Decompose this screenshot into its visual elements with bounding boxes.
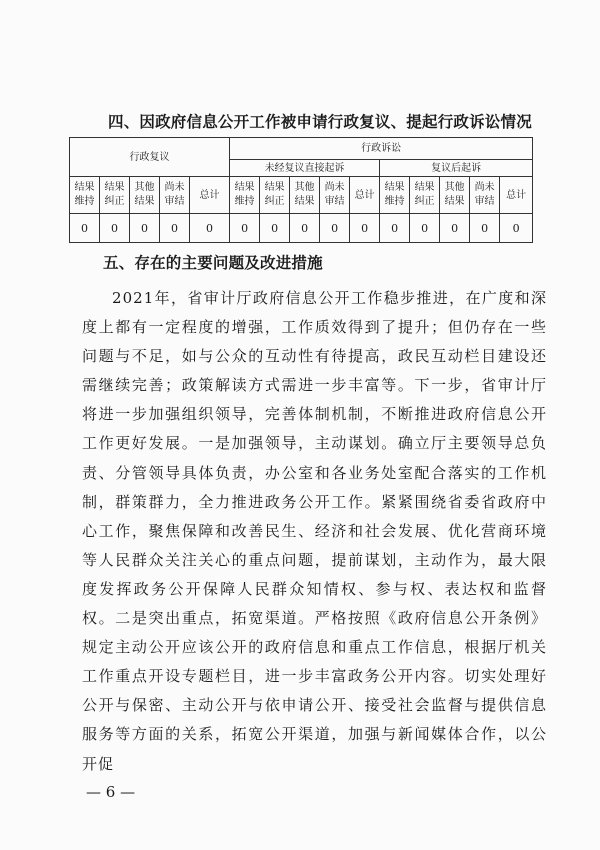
page-number: — 6 — xyxy=(86,783,136,801)
table-cell: 0 xyxy=(290,214,320,243)
table-cell: 0 xyxy=(190,214,230,243)
col-upheld: 结果维持 xyxy=(234,182,255,207)
col-other: 其他结果 xyxy=(134,182,155,207)
table-cell: 0 xyxy=(160,214,190,243)
table-cell: 0 xyxy=(100,214,130,243)
header-administrative-litigation: 行政诉讼 xyxy=(230,138,533,160)
header-lawsuit-after-review: 复议后起诉 xyxy=(380,160,533,177)
col-total: 总计 xyxy=(500,177,533,214)
table-cell: 0 xyxy=(350,214,380,243)
table-cell: 0 xyxy=(410,214,440,243)
table-cell: 0 xyxy=(470,214,500,243)
table-cell: 0 xyxy=(380,214,410,243)
section-4-heading: 四、因政府信息公开工作被申请行政复议、提起行政诉讼情况 xyxy=(108,112,532,131)
table-cell: 0 xyxy=(70,214,100,243)
col-total: 总计 xyxy=(350,177,380,214)
col-corrected: 结果纠正 xyxy=(104,182,125,207)
col-total: 总计 xyxy=(190,177,230,214)
table-cell: 0 xyxy=(260,214,290,243)
section-5-body: 2021年，省审计厅政府信息公开工作稳步推进，在广度和深度上都有一定程度的增强，工作质效得到了提升；但仍存在一些问题与不足，如与公众的互动性有待提高，政民互动栏目建设还需继续完善；政策解读方式需进一步丰富等。下一步，省审计厅将进一步加强组织领导，完善体制机制，不断推进政府信息公开工作更好发展。一是加强领导，主动谋划。确立厅主要领导总负责、分管领导具体负责，办公室和各业务处室配合落实的工作机制，群策群力，全力推进政务公开工作。紧紧围绕省委省政府中心工作，聚焦保障和改善民生、经济和社会发展、优化营商环境等人民群众关注关心的重点问题，提前谋划，主动作为，最大限度发挥政务公开保障人民群众知情权、参与权、表达权和监督权。二是突出重点，拓宽渠道。严格按照《政府信息公开条例》规定主动公开应该公开的政府信息和重点工作信息，根据厅机关工作重点开设专题栏目，进一步丰富政务公开内容。切实处理好公开与保密、主动公开与依申请公开、接受社会监督与提供信息服务等方面的关系，拓宽公开渠道，加强与新闻媒体合作，以公开促 xyxy=(82,289,547,773)
header-direct-lawsuit: 未经复议直接起诉 xyxy=(230,160,380,177)
col-upheld: 结果维持 xyxy=(384,182,405,207)
table-cell: 0 xyxy=(500,214,533,243)
table-cell: 0 xyxy=(230,214,260,243)
header-administrative-reconsideration: 行政复议 xyxy=(70,138,230,177)
table-column-header-row xyxy=(70,177,533,214)
review-litigation-table xyxy=(69,137,533,243)
col-other: 其他结果 xyxy=(294,182,315,207)
section-5-heading: 五、存在的主要问题及改进措施 xyxy=(103,253,323,272)
table-row xyxy=(70,214,533,243)
col-pending: 尚未审结 xyxy=(324,182,345,207)
col-other: 其他结果 xyxy=(444,182,465,207)
table-cell: 0 xyxy=(130,214,160,243)
table-cell: 0 xyxy=(320,214,350,243)
col-pending: 尚未审结 xyxy=(164,182,185,207)
table-cell: 0 xyxy=(440,214,470,243)
col-upheld: 结果维持 xyxy=(74,182,95,207)
col-corrected: 结果纠正 xyxy=(414,182,435,207)
col-corrected: 结果纠正 xyxy=(264,182,285,207)
col-pending: 尚未审结 xyxy=(474,182,495,207)
